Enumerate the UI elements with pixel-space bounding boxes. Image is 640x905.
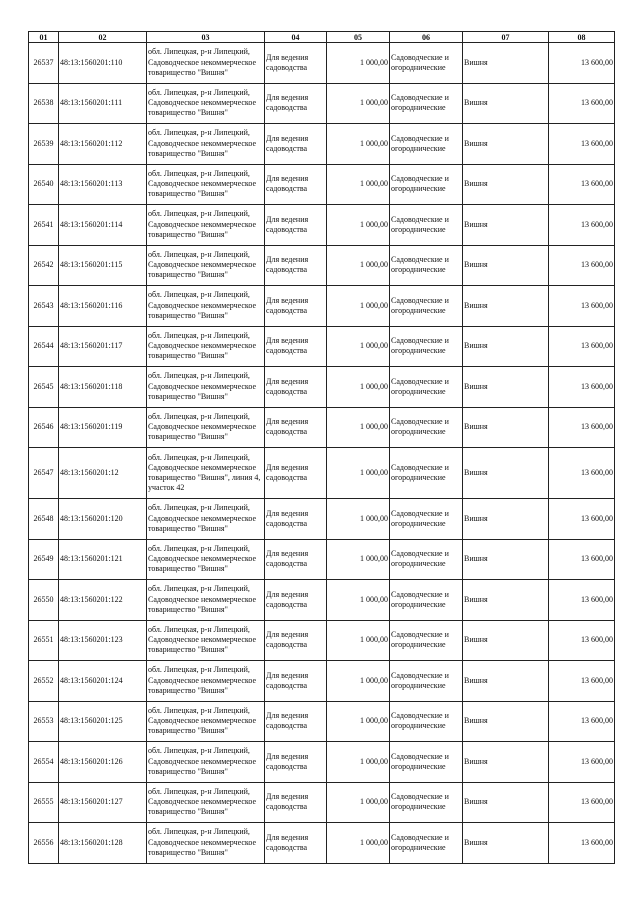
cell-permitted-use: Для ведения садоводства xyxy=(265,124,327,165)
cell-association-name: Вишня xyxy=(463,83,549,124)
cell-cadastral-value: 13 600,00 xyxy=(549,448,615,499)
cell-row-number: 26542 xyxy=(29,245,59,286)
cell-area: 1 000,00 xyxy=(327,620,390,661)
land-plots-table xyxy=(28,31,615,864)
table-row xyxy=(29,620,615,661)
cell-cadastral-number: 48:13:1560201:126 xyxy=(59,742,147,783)
column-header: 08 xyxy=(549,32,615,43)
cell-land-category: Садоводческие и огороднические xyxy=(390,407,463,448)
column-header: 03 xyxy=(147,32,265,43)
cell-cadastral-value: 13 600,00 xyxy=(549,245,615,286)
table-body xyxy=(29,43,615,864)
cell-cadastral-value: 13 600,00 xyxy=(549,43,615,84)
table-row xyxy=(29,580,615,621)
cell-address: обл. Липецкая, р-н Липецкий, Садоводческое некоммерческое товарищество "Вишня" xyxy=(147,580,265,621)
cell-permitted-use: Для ведения садоводства xyxy=(265,620,327,661)
cell-permitted-use: Для ведения садоводства xyxy=(265,367,327,408)
cell-area: 1 000,00 xyxy=(327,407,390,448)
cell-permitted-use: Для ведения садоводства xyxy=(265,499,327,540)
cell-cadastral-number: 48:13:1560201:114 xyxy=(59,205,147,246)
table-row xyxy=(29,326,615,367)
table-row xyxy=(29,742,615,783)
cell-address: обл. Липецкая, р-н Липецкий, Садоводческое некоммерческое товарищество "Вишня" xyxy=(147,326,265,367)
cell-row-number: 26543 xyxy=(29,286,59,327)
table-row xyxy=(29,286,615,327)
column-header: 04 xyxy=(265,32,327,43)
cell-area: 1 000,00 xyxy=(327,539,390,580)
cell-area: 1 000,00 xyxy=(327,83,390,124)
cell-land-category: Садоводческие и огороднические xyxy=(390,286,463,327)
cell-land-category: Садоводческие и огороднические xyxy=(390,205,463,246)
cell-address: обл. Липецкая, р-н Липецкий, Садоводческое некоммерческое товарищество "Вишня" xyxy=(147,742,265,783)
cell-area: 1 000,00 xyxy=(327,124,390,165)
cell-area: 1 000,00 xyxy=(327,701,390,742)
cell-permitted-use: Для ведения садоводства xyxy=(265,539,327,580)
cell-association-name: Вишня xyxy=(463,407,549,448)
cell-land-category: Садоводческие и огороднические xyxy=(390,580,463,621)
cell-association-name: Вишня xyxy=(463,43,549,84)
cell-cadastral-value: 13 600,00 xyxy=(549,661,615,702)
cell-cadastral-number: 48:13:1560201:127 xyxy=(59,782,147,823)
cell-address: обл. Липецкая, р-н Липецкий, Садоводческое некоммерческое товарищество "Вишня" xyxy=(147,245,265,286)
cell-association-name: Вишня xyxy=(463,499,549,540)
cell-association-name: Вишня xyxy=(463,823,549,864)
cell-area: 1 000,00 xyxy=(327,823,390,864)
cell-row-number: 26551 xyxy=(29,620,59,661)
cell-cadastral-number: 48:13:1560201:115 xyxy=(59,245,147,286)
cell-land-category: Садоводческие и огороднические xyxy=(390,124,463,165)
cell-association-name: Вишня xyxy=(463,245,549,286)
cell-land-category: Садоводческие и огороднические xyxy=(390,701,463,742)
cell-cadastral-number: 48:13:1560201:125 xyxy=(59,701,147,742)
cell-association-name: Вишня xyxy=(463,286,549,327)
cell-permitted-use: Для ведения садоводства xyxy=(265,245,327,286)
cell-row-number: 26538 xyxy=(29,83,59,124)
cell-cadastral-value: 13 600,00 xyxy=(549,499,615,540)
cell-address: обл. Липецкая, р-н Липецкий, Садоводческое некоммерческое товарищество "Вишня" xyxy=(147,620,265,661)
cell-land-category: Садоводческие и огороднические xyxy=(390,326,463,367)
cell-association-name: Вишня xyxy=(463,580,549,621)
cell-row-number: 26555 xyxy=(29,782,59,823)
cell-land-category: Садоводческие и огороднические xyxy=(390,245,463,286)
cell-cadastral-value: 13 600,00 xyxy=(549,407,615,448)
cell-cadastral-value: 13 600,00 xyxy=(549,782,615,823)
table-header-row xyxy=(29,32,615,43)
cell-cadastral-number: 48:13:1560201:113 xyxy=(59,164,147,205)
cell-row-number: 26550 xyxy=(29,580,59,621)
cell-cadastral-value: 13 600,00 xyxy=(549,164,615,205)
cell-cadastral-value: 13 600,00 xyxy=(549,742,615,783)
cell-permitted-use: Для ведения садоводства xyxy=(265,407,327,448)
cell-address: обл. Липецкая, р-н Липецкий, Садоводческое некоммерческое товарищество "Вишня" xyxy=(147,701,265,742)
table-row xyxy=(29,539,615,580)
cell-permitted-use: Для ведения садоводства xyxy=(265,448,327,499)
cell-association-name: Вишня xyxy=(463,124,549,165)
table-row xyxy=(29,661,615,702)
cell-association-name: Вишня xyxy=(463,326,549,367)
cell-permitted-use: Для ведения садоводства xyxy=(265,205,327,246)
cell-land-category: Садоводческие и огороднические xyxy=(390,823,463,864)
cell-area: 1 000,00 xyxy=(327,580,390,621)
cell-permitted-use: Для ведения садоводства xyxy=(265,823,327,864)
cell-row-number: 26544 xyxy=(29,326,59,367)
cell-address: обл. Липецкая, р-н Липецкий, Садоводческое некоммерческое товарищество "Вишня" xyxy=(147,43,265,84)
cell-permitted-use: Для ведения садоводства xyxy=(265,326,327,367)
cell-cadastral-number: 48:13:1560201:122 xyxy=(59,580,147,621)
table-row xyxy=(29,43,615,84)
cell-cadastral-value: 13 600,00 xyxy=(549,580,615,621)
cell-association-name: Вишня xyxy=(463,620,549,661)
cell-address: обл. Липецкая, р-н Липецкий, Садоводческое некоммерческое товарищество "Вишня" xyxy=(147,823,265,864)
cell-association-name: Вишня xyxy=(463,701,549,742)
cell-area: 1 000,00 xyxy=(327,661,390,702)
cell-cadastral-value: 13 600,00 xyxy=(549,286,615,327)
table-row xyxy=(29,83,615,124)
cell-permitted-use: Для ведения садоводства xyxy=(265,701,327,742)
cell-association-name: Вишня xyxy=(463,164,549,205)
cell-cadastral-number: 48:13:1560201:116 xyxy=(59,286,147,327)
column-header: 07 xyxy=(463,32,549,43)
cell-row-number: 26554 xyxy=(29,742,59,783)
cell-permitted-use: Для ведения садоводства xyxy=(265,742,327,783)
cell-association-name: Вишня xyxy=(463,782,549,823)
cell-land-category: Садоводческие и огороднические xyxy=(390,43,463,84)
cell-address: обл. Липецкая, р-н Липецкий, Садоводческое некоммерческое товарищество "Вишня" xyxy=(147,367,265,408)
table-row xyxy=(29,823,615,864)
cell-land-category: Садоводческие и огороднические xyxy=(390,367,463,408)
cell-association-name: Вишня xyxy=(463,205,549,246)
column-header: 06 xyxy=(390,32,463,43)
cell-row-number: 26546 xyxy=(29,407,59,448)
cell-permitted-use: Для ведения садоводства xyxy=(265,43,327,84)
cell-permitted-use: Для ведения садоводства xyxy=(265,661,327,702)
cell-permitted-use: Для ведения садоводства xyxy=(265,580,327,621)
cell-cadastral-value: 13 600,00 xyxy=(549,539,615,580)
cell-land-category: Садоводческие и огороднические xyxy=(390,661,463,702)
cell-row-number: 26545 xyxy=(29,367,59,408)
cell-address: обл. Липецкая, р-н Липецкий, Садоводческое некоммерческое товарищество "Вишня" xyxy=(147,205,265,246)
column-header: 02 xyxy=(59,32,147,43)
table-row xyxy=(29,448,615,499)
cell-area: 1 000,00 xyxy=(327,286,390,327)
cell-land-category: Садоводческие и огороднические xyxy=(390,164,463,205)
table-row xyxy=(29,407,615,448)
cell-land-category: Садоводческие и огороднические xyxy=(390,782,463,823)
cell-row-number: 26552 xyxy=(29,661,59,702)
cell-permitted-use: Для ведения садоводства xyxy=(265,782,327,823)
cell-permitted-use: Для ведения садоводства xyxy=(265,164,327,205)
cell-cadastral-number: 48:13:1560201:123 xyxy=(59,620,147,661)
cell-address: обл. Липецкая, р-н Липецкий, Садоводческое некоммерческое товарищество "Вишня" xyxy=(147,499,265,540)
cell-cadastral-number: 48:13:1560201:117 xyxy=(59,326,147,367)
cell-land-category: Садоводческие и огороднические xyxy=(390,620,463,661)
cell-row-number: 26547 xyxy=(29,448,59,499)
cell-land-category: Садоводческие и огороднические xyxy=(390,742,463,783)
cell-cadastral-value: 13 600,00 xyxy=(549,701,615,742)
cell-cadastral-number: 48:13:1560201:111 xyxy=(59,83,147,124)
table-row xyxy=(29,701,615,742)
table-row xyxy=(29,124,615,165)
cell-row-number: 26549 xyxy=(29,539,59,580)
cell-cadastral-value: 13 600,00 xyxy=(549,823,615,864)
cell-cadastral-number: 48:13:1560201:119 xyxy=(59,407,147,448)
cell-cadastral-value: 13 600,00 xyxy=(549,205,615,246)
cell-row-number: 26539 xyxy=(29,124,59,165)
cell-cadastral-number: 48:13:1560201:124 xyxy=(59,661,147,702)
cell-cadastral-value: 13 600,00 xyxy=(549,326,615,367)
cell-row-number: 26540 xyxy=(29,164,59,205)
cell-address: обл. Липецкая, р-н Липецкий, Садоводческое некоммерческое товарищество "Вишня" xyxy=(147,407,265,448)
cell-area: 1 000,00 xyxy=(327,245,390,286)
cell-land-category: Садоводческие и огороднические xyxy=(390,539,463,580)
cell-association-name: Вишня xyxy=(463,661,549,702)
cell-row-number: 26548 xyxy=(29,499,59,540)
cell-address: обл. Липецкая, р-н Липецкий, Садоводческое некоммерческое товарищество "Вишня" xyxy=(147,83,265,124)
cell-land-category: Садоводческие и огороднические xyxy=(390,83,463,124)
cell-address: обл. Липецкая, р-н Липецкий, Садоводческое некоммерческое товарищество "Вишня" xyxy=(147,124,265,165)
cell-area: 1 000,00 xyxy=(327,43,390,84)
cell-area: 1 000,00 xyxy=(327,164,390,205)
cell-row-number: 26553 xyxy=(29,701,59,742)
column-header: 05 xyxy=(327,32,390,43)
column-header: 01 xyxy=(29,32,59,43)
cell-address: обл. Липецкая, р-н Липецкий, Садоводческое некоммерческое товарищество "Вишня" xyxy=(147,539,265,580)
table-row xyxy=(29,499,615,540)
cell-cadastral-number: 48:13:1560201:118 xyxy=(59,367,147,408)
document-page xyxy=(28,31,614,864)
table-row xyxy=(29,367,615,408)
cell-cadastral-number: 48:13:1560201:120 xyxy=(59,499,147,540)
cell-association-name: Вишня xyxy=(463,448,549,499)
cell-cadastral-value: 13 600,00 xyxy=(549,367,615,408)
table-row xyxy=(29,205,615,246)
cell-area: 1 000,00 xyxy=(327,367,390,408)
cell-cadastral-value: 13 600,00 xyxy=(549,124,615,165)
cell-address: обл. Липецкая, р-н Липецкий, Садоводческое некоммерческое товарищество "Вишня" xyxy=(147,782,265,823)
cell-cadastral-number: 48:13:1560201:128 xyxy=(59,823,147,864)
cell-area: 1 000,00 xyxy=(327,782,390,823)
table-row xyxy=(29,245,615,286)
cell-area: 1 000,00 xyxy=(327,326,390,367)
cell-cadastral-value: 13 600,00 xyxy=(549,620,615,661)
cell-row-number: 26556 xyxy=(29,823,59,864)
table-row xyxy=(29,164,615,205)
cell-address: обл. Липецкая, р-н Липецкий, Садоводческое некоммерческое товарищество "Вишня" xyxy=(147,164,265,205)
cell-land-category: Садоводческие и огороднические xyxy=(390,499,463,540)
cell-area: 1 000,00 xyxy=(327,742,390,783)
cell-land-category: Садоводческие и огороднические xyxy=(390,448,463,499)
cell-area: 1 000,00 xyxy=(327,448,390,499)
cell-row-number: 26541 xyxy=(29,205,59,246)
cell-address: обл. Липецкая, р-н Липецкий, Садоводческое некоммерческое товарищество "Вишня" xyxy=(147,661,265,702)
cell-address: обл. Липецкая, р-н Липецкий, Садоводческое некоммерческое товарищество "Вишня", линия 4, участок 42 xyxy=(147,448,265,499)
cell-address: обл. Липецкая, р-н Липецкий, Садоводческое некоммерческое товарищество "Вишня" xyxy=(147,286,265,327)
cell-permitted-use: Для ведения садоводства xyxy=(265,83,327,124)
cell-association-name: Вишня xyxy=(463,367,549,408)
cell-cadastral-number: 48:13:1560201:121 xyxy=(59,539,147,580)
table-row xyxy=(29,782,615,823)
cell-cadastral-number: 48:13:1560201:110 xyxy=(59,43,147,84)
cell-area: 1 000,00 xyxy=(327,205,390,246)
cell-association-name: Вишня xyxy=(463,742,549,783)
cell-row-number: 26537 xyxy=(29,43,59,84)
cell-cadastral-number: 48:13:1560201:112 xyxy=(59,124,147,165)
cell-cadastral-value: 13 600,00 xyxy=(549,83,615,124)
cell-cadastral-number: 48:13:1560201:12 xyxy=(59,448,147,499)
cell-area: 1 000,00 xyxy=(327,499,390,540)
cell-permitted-use: Для ведения садоводства xyxy=(265,286,327,327)
cell-association-name: Вишня xyxy=(463,539,549,580)
